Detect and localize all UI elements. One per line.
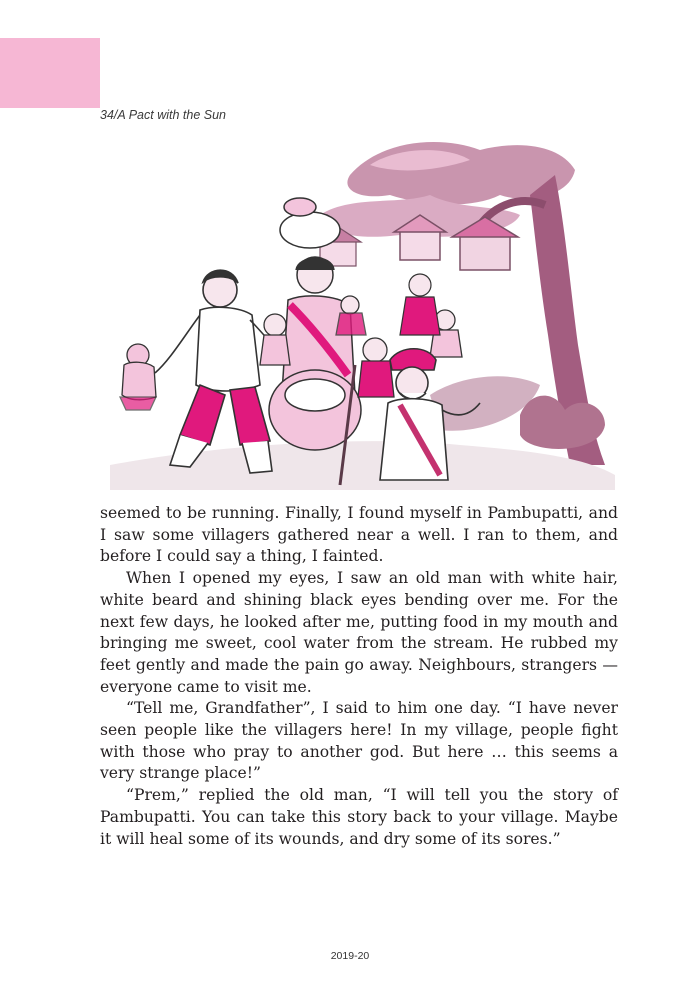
paragraph: “Tell me, Grandfather”, I said to him one day. “I have never seen people like the villagers here! In my village, people fight with those who pray to another god. But here … this seems a very strange place!”: [100, 699, 618, 783]
village-scene-illustration: [100, 135, 620, 490]
running-head: 34/A Pact with the Sun: [100, 108, 227, 122]
paragraph: “Prem,” replied the old man, “I will tell you the story of Pambupatti. You can take this story back to your village. Maybe it will heal some of its wounds, and dry some of its sores.”: [100, 786, 618, 848]
baby-figure: [120, 344, 156, 410]
paragraph: When I opened my eyes, I saw an old man with white hair, white beard and shining black eyes bending over me. For the next few days, he looked after me, putting food in my mouth and bringing me sweet, cool water from the stream. He rubbed my feet gently and made the pain go away. Neighbours, strangers — everyone came to visit me.: [100, 569, 618, 696]
background-villager: [400, 274, 440, 335]
paragraph: seemed to be running. Finally, I found myself in Pambupatti, and I saw some villagers gathered near a well. I ran to them, and before I could say a thing, I fainted.: [100, 504, 618, 566]
running-boy: [155, 270, 296, 473]
page-footer-year: 2019-20: [330, 950, 370, 962]
story-text: [100, 503, 618, 850]
corner-tab: [0, 38, 100, 108]
